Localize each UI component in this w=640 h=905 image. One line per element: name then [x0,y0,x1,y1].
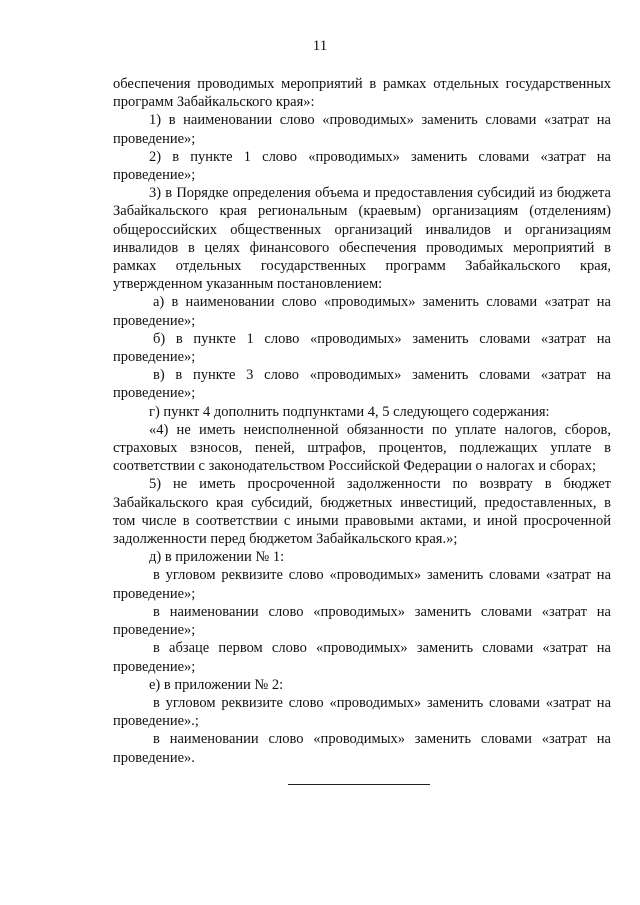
paragraph: «4) не иметь неисполненной обязанности по уплате налогов, сборов, страховых взносов, пеней, штрафов, процентов, подлежащих уплате в соответствии с законодательством Российской Федерации о налогах и сборах; [113,421,611,475]
paragraph: в наименовании слово «проводимых» заменить словами «затрат на проведение»; [113,603,611,639]
paragraph: 3) в Порядке определения объема и предоставления субсидий из бюджета Забайкальского края региональным (краевым) организациям (отделениям) общероссийских общественных организаций инвалидов и организациям инвалидов в целях финансового обеспечения проводимых мероприятий в рамках отдельных государственных программ Забайкальского края, утвержденном указанным постановлением: [113,185,611,293]
paragraph: е) в приложении № 2: [149,676,284,693]
paragraph: в) в пункте 3 слово «проводимых» заменить словами «затрат на проведение»; [113,367,611,402]
paragraph: б) в пункте 1 слово «проводимых» заменить словами «затрат на проведение»; [113,330,611,366]
paragraph: в угловом реквизите слово «проводимых» заменить словами «затрат на проведение».; [113,694,611,730]
paragraph: д) в приложении № 1: [149,549,285,566]
page-number: 11 [312,38,328,54]
paragraph: 1) в наименовании слово «проводимых» заменить словами «затрат на проведение»; [113,112,611,147]
paragraph: а) в наименовании слово «проводимых» заменить словами «затрат на проведение»; [113,294,611,329]
paragraph: в абзаце первом слово «проводимых» заменить словами «затрат на проведение»; [113,640,611,675]
paragraph: 5) не иметь просроченной задолженности по возврату в бюджет Забайкальского края субсидий, бюджетных инвестиций, предоставленных, в том числе в соответствии с иными правовыми актами, и иной просроченной задолженности перед бюджетом Забайкальского края.»; [113,476,611,548]
paragraph: г) пункт 4 дополнить подпунктами 4, 5 следующего содержания: [149,403,550,420]
end-separator-line [288,784,430,785]
paragraph: обеспечения проводимых мероприятий в рамках отдельных государственных программ Забайкальского края»: [113,76,611,111]
paragraph: в наименовании слово «проводимых» заменить словами «затрат на проведение». [113,731,611,766]
paragraph: 2) в пункте 1 слово «проводимых» заменить словами «затрат на проведение»; [113,148,611,184]
document-body [113,75,611,767]
paragraph: в угловом реквизите слово «проводимых» заменить словами «затрат на проведение»; [113,567,611,602]
